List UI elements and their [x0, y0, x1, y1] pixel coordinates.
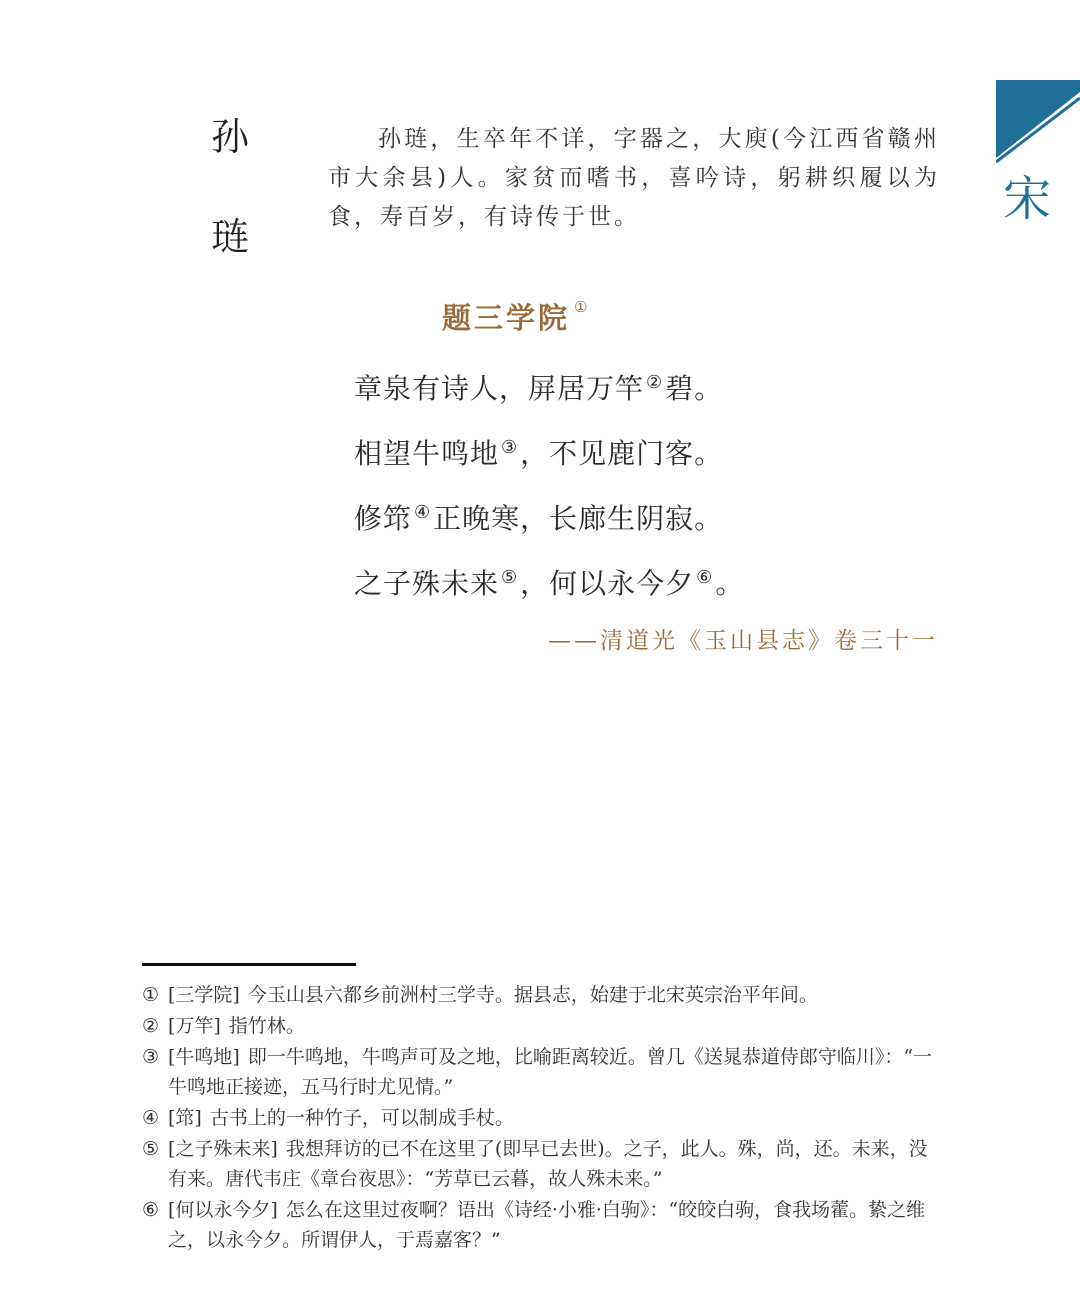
poem-source: ——清道光《玉山县志》卷三十一 [548, 628, 938, 654]
footnote-term: [筇] [168, 1107, 202, 1129]
footnote-item [142, 1103, 942, 1133]
footnote-text: 我想拜访的已不在这里了(即早已去世)。之子，此人。殊，尚，还。未来，没有来。唐代韦庄《章台夜思》：“芳草已云暮，故人殊未来。” [168, 1138, 928, 1190]
poem-title-note-marker: ① [574, 298, 591, 316]
poem-line-text: 正晚寒，长廊生阴寂。 [433, 502, 724, 535]
footnote-item [142, 1195, 942, 1255]
footnote-item [142, 980, 942, 1010]
poem-line-text: 碧。 [665, 372, 724, 405]
footnotes [142, 980, 942, 1256]
footnote-text: 今玉山县六都乡前洲村三学寺。据县志，始建于北宋英宗治平年间。 [247, 984, 818, 1006]
poem-body [354, 360, 744, 620]
poem-line [354, 425, 744, 490]
footnote-number: ⑥ [142, 1199, 160, 1221]
note-marker: ③ [501, 437, 519, 458]
dynasty-label: 宋 [1002, 171, 1051, 227]
note-marker: ② [646, 372, 664, 393]
poem-line-text: 章泉有诗人，屏居万竿 [354, 372, 645, 405]
footnote-number: ② [142, 1015, 160, 1037]
poem-line-text: ，何以永今夕 [520, 567, 695, 600]
footnote-divider [142, 963, 356, 966]
poem-title [442, 296, 590, 337]
footnote-text: 即一牛鸣地，牛鸣声可及之地，比喻距离较近。曾几《送晁恭道侍郎守临川》：“一牛鸣地正接迹，五马行时尤见情。” [168, 1046, 933, 1098]
author-name-char-2: 琏 [210, 215, 249, 259]
author-name-char-1: 孙 [210, 115, 249, 159]
poem-line-text: 相望牛鸣地 [354, 437, 500, 470]
author-biography: 孙琏，生卒年不详，字器之，大庾(今江西省赣州市大余县)人。家贫而嗜书，喜吟诗，躬耕织履以为食，寿百岁，有诗传于世。 [328, 126, 940, 230]
footnote-term: [牛鸣地] [168, 1046, 240, 1068]
footnote-text: 怎么在这里过夜啊？语出《诗经·小雅·白驹》：“皎皎白驹，食我场藿。絷之维之，以永今夕。所谓伊人，于焉嘉客？” [168, 1199, 926, 1251]
footnote-term: [三学院] [168, 984, 240, 1006]
poem-line-text: 修筇 [354, 502, 413, 535]
poem-line-text: 。 [715, 567, 745, 600]
poem-line [354, 555, 744, 620]
poem-line [354, 490, 744, 555]
poem-line-text: ，不见鹿门客。 [520, 437, 724, 470]
footnote-number: ⑤ [142, 1138, 160, 1160]
footnote-number: ① [142, 984, 160, 1006]
footnote-term: [万竿] [168, 1015, 221, 1037]
footnote-item [142, 1042, 942, 1102]
footnote-text: 指竹林。 [228, 1015, 305, 1037]
poem-title-text: 题三学院 [442, 301, 571, 335]
footnote-term: [何以永今夕] [168, 1199, 278, 1221]
poem-line [354, 360, 744, 425]
footnote-number: ③ [142, 1046, 160, 1068]
poem-line-text: 之子殊未来 [354, 567, 500, 600]
footnote-number: ④ [142, 1107, 160, 1129]
footnote-term: [之子殊未来] [168, 1138, 278, 1160]
footnote-text: 古书上的一种竹子，可以制成手杖。 [209, 1107, 514, 1129]
note-marker: ④ [414, 502, 432, 523]
note-marker: ⑤ [501, 567, 519, 588]
footnote-item [142, 1134, 942, 1194]
footnote-item [142, 1011, 942, 1041]
note-marker: ⑥ [696, 567, 714, 588]
